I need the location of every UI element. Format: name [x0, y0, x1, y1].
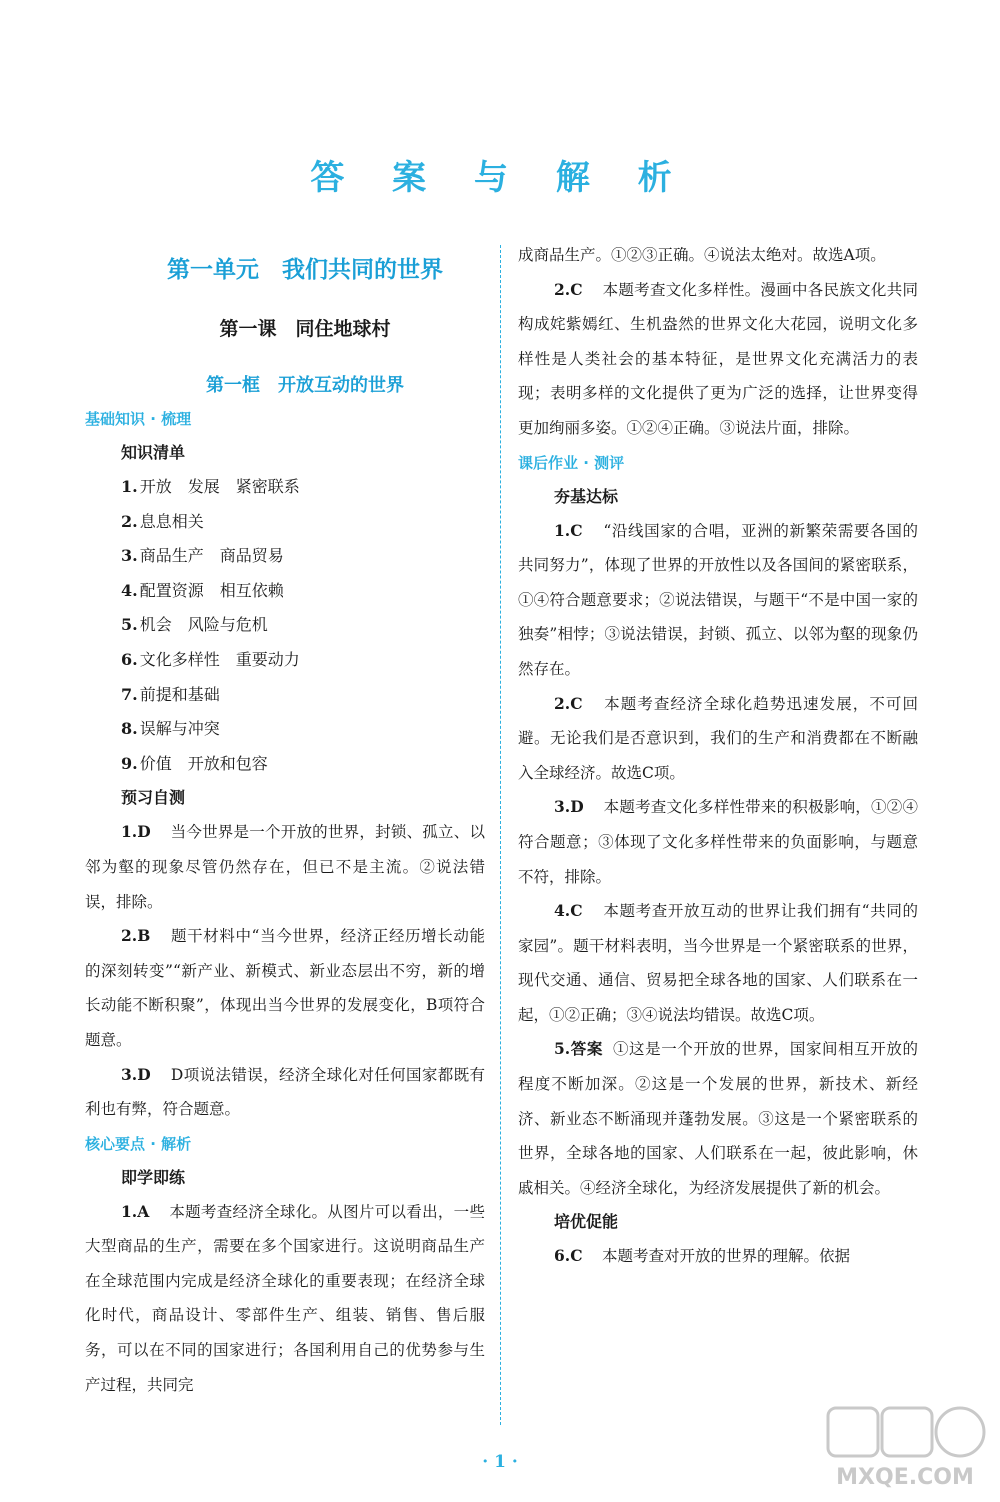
answer-paragraph: 2.B 题干材料中“当今世界，经济正经历增长动能的深刻转变”“新产业、新模式、新业态层出不穷，新的增长动能不断积聚”，体现出当今世界的发展变化，B项符合题意。: [85, 926, 485, 1049]
svg-text:MXQE.COM: MXQE.COM: [836, 1465, 974, 1490]
subheading-preview-test: 预习自测: [121, 788, 186, 808]
right-column: [518, 238, 918, 1274]
unit-title: 第一单元 我们共同的世界: [167, 257, 443, 283]
knowledge-item: 7. 前提和基础: [121, 684, 220, 704]
subheading-knowledge-list: 知识清单: [121, 443, 186, 462]
answer-paragraph: 1.A 本题考查经济全球化。从图片可以看出，一些大型商品的生产，需要在多个国家进行。这说明商品生产在全球范围内完成是经济全球化的重要表现；在经济全球化时代，商品设计、零部件生产、组装、销售、售后服务，可以在不同的国家进行；各国利用自己的优势参与生产过程，共同完: [85, 1201, 485, 1394]
knowledge-item: 2. 息息相关: [121, 511, 204, 531]
subheading-foundation: 夯基达标: [554, 486, 619, 506]
watermark-logo: [820, 1400, 990, 1495]
frame-title: 第一框 开放互动的世界: [206, 375, 404, 396]
answer-paragraph: 3.D 本题考查文化多样性带来的积极影响，①②④符合题意；③体现了文化多样性带来的负面影响，与题意不符，排除。: [518, 797, 918, 886]
knowledge-list: [85, 470, 485, 781]
knowledge-item: 6. 文化多样性 重要动力: [121, 649, 300, 669]
answer-paragraph: 1.C “沿线国家的合唱，亚洲的新繁荣需要各国的共同努力”，体现了世界的开放性以及各国间的紧密联系，①④符合题意要求；②说法错误，与题干“不是中国一家的独奏”相悖；③说法错误，封锁、孤立、以邻为壑的现象仍然存在。: [518, 520, 918, 678]
answer-paragraph: 3.D D项说法错误，经济全球化对任何国家都既有利也有弊，符合题意。: [85, 1064, 485, 1119]
knowledge-item: 8. 误解与冲突: [121, 719, 220, 739]
subheading-enhance: 培优促能: [554, 1212, 619, 1232]
column-divider: [500, 245, 501, 1425]
knowledge-item: 9. 价值 开放和包容: [121, 753, 268, 773]
answer-paragraph: 1.D 当今世界是一个开放的世界，封锁、孤立、以邻为壑的现象尽管仍然存在，但已不是主流。②说法错误，排除。: [85, 822, 485, 911]
answer-paragraph: 6.C 本题考查对开放的世界的理解。依据: [554, 1246, 851, 1266]
answer-paragraph: 4.C 本题考查开放互动的世界让我们拥有“共同的家园”。题干材料表明，当今世界是一个紧密联系的世界，现代交通、通信、贸易把全球各地的国家、人们联系在一起，①②正确；③④说法均错误。故选C项。: [518, 901, 918, 1024]
section-heading-basics: 基础知识 · 梳理: [85, 410, 192, 428]
section-heading-homework: 课后作业 · 测评: [518, 453, 625, 472]
subheading-practice: 即学即练: [121, 1167, 186, 1187]
answer-paragraph: 2.C 本题考查文化多样性。漫画中各民族文化共同构成姹紫嫣红、生机盎然的世界文化大花园，说明文化多样性是人类社会的基本特征，是世界文化充满活力的表现；表明多样的文化提供了更为广泛的选择，让世界变得更加绚丽多姿。①②④正确。③说法片面，排除。: [518, 279, 918, 437]
lesson-title: 第一课 同住地球村: [219, 318, 391, 340]
knowledge-item: 3. 商品生产 商品贸易: [121, 546, 284, 566]
left-column: [85, 250, 485, 1402]
answer-paragraph: 2.C 本题考查经济全球化趋势迅速发展，不可回避。无论我们是否意识到，我们的生产和消费都在不断融入全球经济。故选C项。: [518, 693, 918, 782]
knowledge-item: 1. 开放 发展 紧密联系: [121, 477, 300, 496]
page-title: 答 案 与 解 析: [310, 158, 690, 198]
page-number: · 1 ·: [482, 1452, 518, 1472]
knowledge-item: 5. 机会 风险与危机: [121, 615, 268, 635]
knowledge-item: 4. 配置资源 相互依赖: [121, 580, 284, 600]
continued-paragraph: 成商品生产。①②③正确。④说法太绝对。故选A项。: [518, 246, 886, 264]
section-heading-core: 核心要点 · 解析: [85, 1134, 192, 1153]
answer-paragraph: 5.答案 ①这是一个开放的世界，国家间相互开放的程度不断加深。②这是一个发展的世界，新技术、新经济、新业态不断涌现并蓬勃发展。③这是一个紧密联系的世界，全球各地的国家、人们联系在一起，彼此影响，休戚相关。④经济全球化，为经济发展提供了新的机会。: [518, 1039, 918, 1197]
